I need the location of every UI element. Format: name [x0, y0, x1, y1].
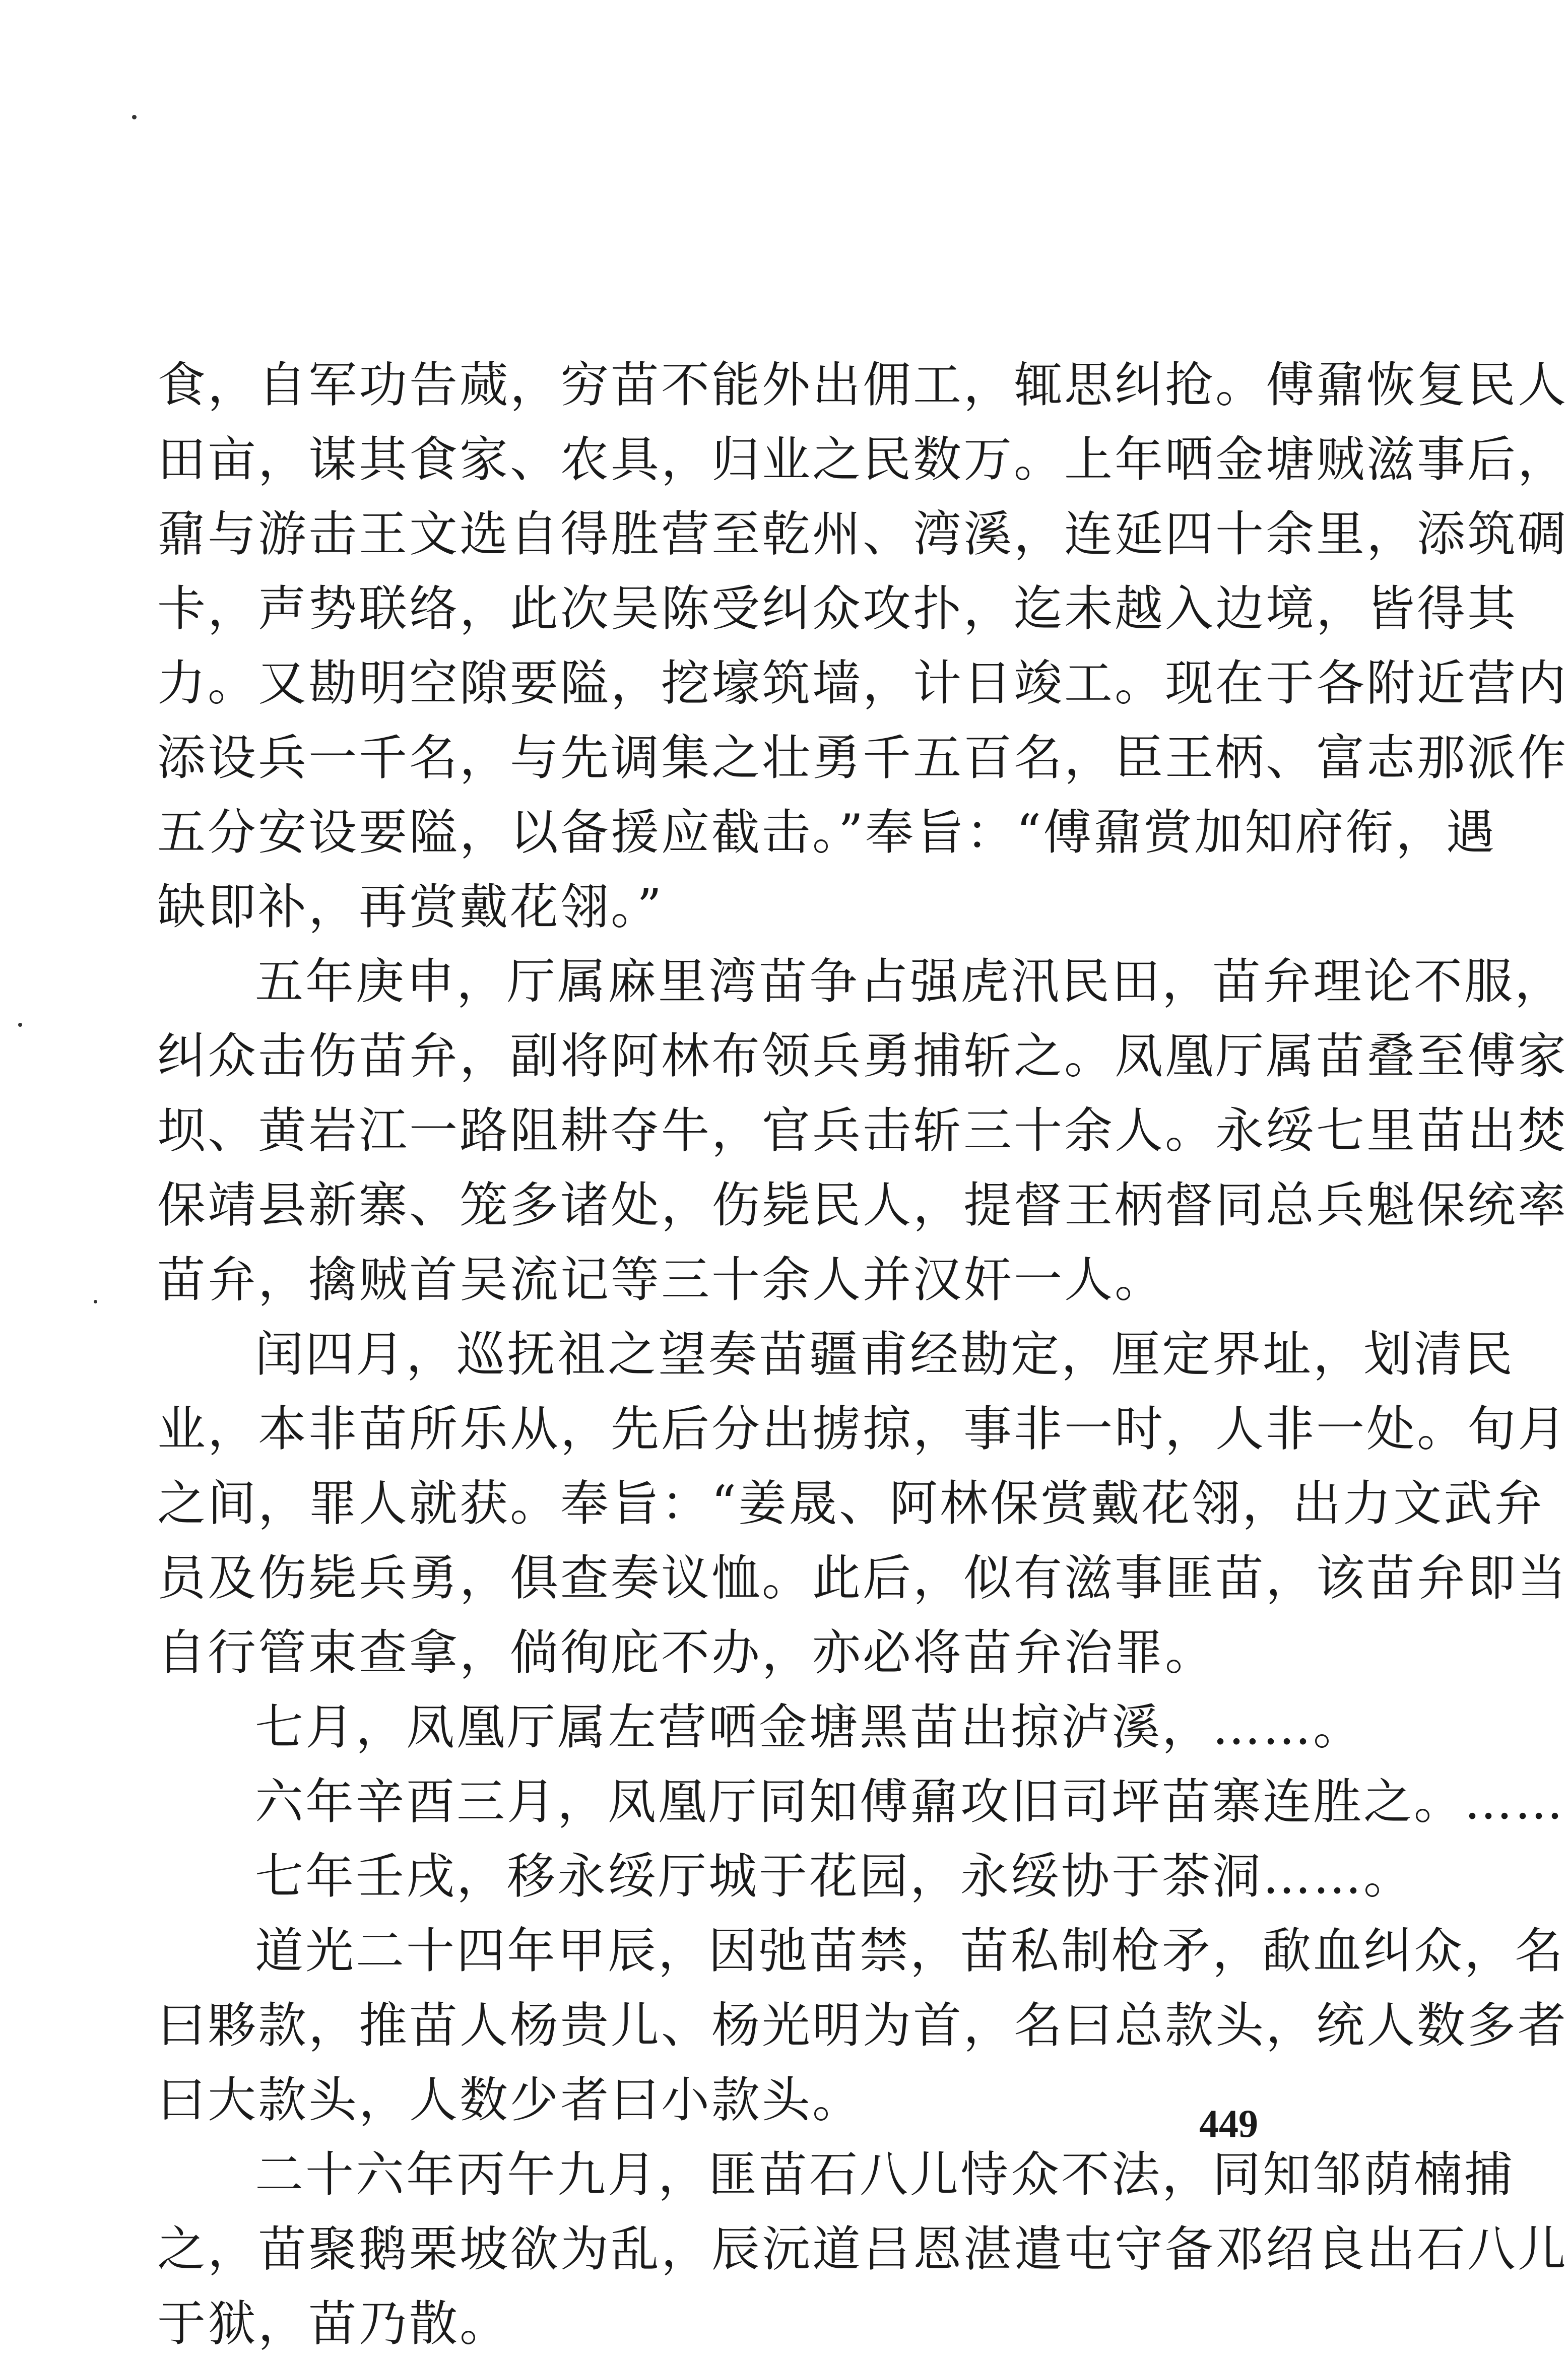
text-line: 力。又勘明空隙要隘，挖壕筑墙，计日竣工。现在于各附近营内: [157, 655, 1568, 711]
text-line: 闰四月，巡抚祖之望奏苗疆甫经勘定，厘定界址，划清民: [255, 1326, 1515, 1383]
text-line: 缺即补，再赏戴花翎。”: [157, 879, 664, 935]
text-line: 七年壬戌，移永绥厅城于花园，永绥协于茶洞……。: [255, 1848, 1414, 1905]
text-line: 道光二十四年甲辰，因弛苗禁，苗私制枪矛，歃血纠众，名: [255, 1923, 1565, 1979]
scan-speck: [18, 1023, 22, 1027]
text-line: 曰大款头，人数少者曰小款头。: [157, 2072, 863, 2128]
text-line: 五分安设要隘，以备援应截击。”奉旨：“傅鼐赏加知府衔，遇: [157, 804, 1497, 861]
text-line: 保靖县新寨、笼多诸处，伤毙民人，提督王柄督同总兵魁保统率: [157, 1177, 1568, 1233]
text-line: 纠众击伤苗弁，副将阿林布领兵勇捕斩之。凤凰厅属苗叠至傅家: [157, 1028, 1568, 1084]
scan-speck: [132, 115, 137, 119]
text-line: 五年庚申，厅属麻里湾苗争占强虎汛民田，苗弁理论不服，: [255, 953, 1565, 1010]
text-line: 苗弁，擒贼首吴流记等三十余人并汉奸一人。: [157, 1252, 1165, 1308]
text-line: 添设兵一千名，与先调集之壮勇千五百名，臣王柄、富志那派作: [157, 730, 1568, 786]
text-line: 自行管束查拿，倘徇庇不办，亦必将苗弁治罪。: [157, 1624, 1215, 1681]
text-line: 二十六年丙午九月，匪苗石八儿恃众不法，同知邹荫楠捕: [255, 2146, 1515, 2203]
text-line: 六年辛酉三月，凤凰厅同知傅鼐攻旧司坪苗寨连胜之。……: [255, 1774, 1565, 1830]
text-line: 食，自军功告蒇，穷苗不能外出佣工，辄思纠抢。傅鼐恢复民人: [157, 357, 1568, 413]
page-number: 449: [1199, 2102, 1258, 2145]
text-line: 坝、黄岩江一路阻耕夺牛，官兵击斩三十余人。永绥七里苗出焚: [157, 1102, 1568, 1159]
text-line: 曰夥款，推苗人杨贵儿、杨光明为首，名曰总款头，统人数多者: [157, 1997, 1568, 2054]
scan-speck: [94, 1300, 97, 1303]
text-line: 鼐与游击王文选自得胜营至乾州、湾溪，连延四十余里，添筑碉: [157, 506, 1568, 562]
text-line: 田亩，谋其食家、农具，归业之民数万。上年哂金塘贼滋事后，: [157, 431, 1568, 488]
text-line: 于狱，苗乃散。: [157, 2296, 510, 2352]
text-line: 员及伤毙兵勇，俱查奏议恤。此后，似有滋事匪苗，该苗弁即当: [157, 1550, 1568, 1606]
text-line: 七月，凤凰厅属左营哂金塘黑苗出掠泸溪，……。: [255, 1699, 1363, 1755]
text-line: 之间，罪人就获。奉旨：“姜晟、阿林保赏戴花翎，出力文武弁: [157, 1475, 1545, 1532]
text-line: 卡，声势联络，此次吴陈受纠众攻扑，迄未越入边境，皆得其: [157, 580, 1518, 637]
body-text: [157, 348, 1568, 2361]
text-line: 业，本非苗所乐从，先后分出掳掠，事非一时，人非一处。旬月: [157, 1401, 1568, 1457]
text-line: 之，苗聚鹅栗坡欲为乱，辰沅道吕恩湛遣屯守备邓绍良出石八儿: [157, 2221, 1568, 2277]
